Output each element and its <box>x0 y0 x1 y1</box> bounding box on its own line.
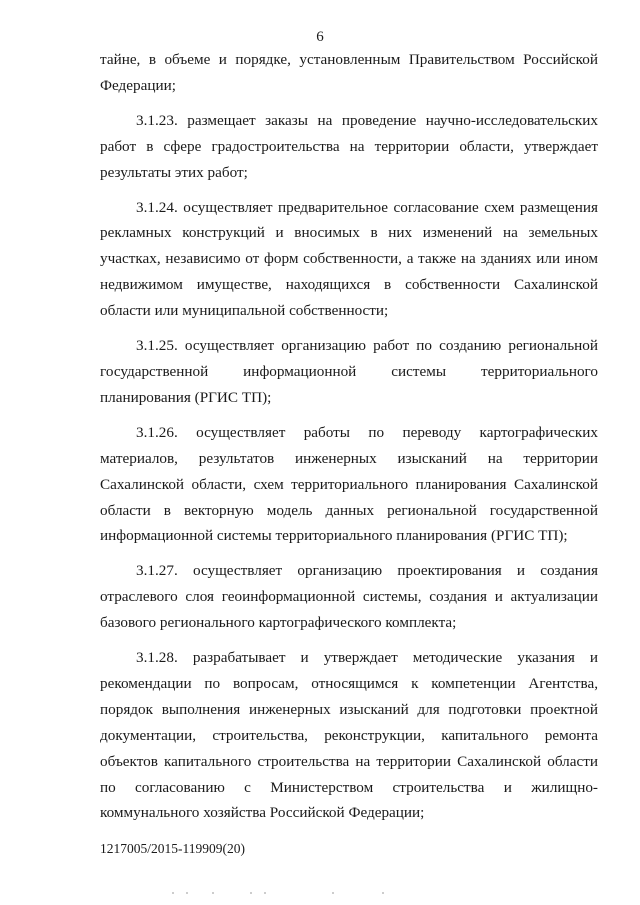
document-code: 1217005/2015-119909(20) <box>100 841 245 856</box>
page-number: 6 <box>316 29 324 45</box>
paragraph-3-1-27: 3.1.27. осуществляет организацию проектирования и создания отраслевого слоя геоинформационной системы, создания и актуализации базового регионального картографического комплекта; <box>100 562 598 632</box>
paragraph-3-1-26: 3.1.26. осуществляет работы по переводу картографических материалов, результатов инженерных изысканий на территории Сахалинской области, схем территориального планирования Сахалинской области в векторную модель данных региональной государственной информационной системы территориального планирования (РГИС ТП); <box>100 423 598 545</box>
document-body <box>100 47 598 835</box>
paragraph-continuation: тайне, в объеме и порядке, установленным Правительством Российской Федерации; <box>100 51 598 94</box>
paragraph-3-1-25: 3.1.25. осуществляет организацию работ по созданию региональной государственной информационной системы территориального планирования (РГИС ТП); <box>100 337 598 406</box>
paragraph-3-1-23: 3.1.23. размещает заказы на проведение научно-исследовательских работ в сфере градостроительства на территории области, утверждает результаты этих работ; <box>100 111 598 181</box>
paragraph-3-1-28: 3.1.28. разрабатывает и утверждает методические указания и рекомендации по вопросам, относящимся к компетенции Агентства, порядок выполнения инженерных изысканий для подготовки проектной документации, строительства, реконструкции, капитального ремонта объектов капитального строительства на территории Сахалинской области по согласованию с Министерством строительства и жилищно-коммунального хозяйства Российской Федерации; <box>100 649 598 822</box>
paragraph-3-1-24: 3.1.24. осуществляет предварительное согласование схем размещения рекламных конструкций и вносимых в них изменений на земельных участках, независимо от форм собственности, а также на зданиях или ином недвижимом имуществе, находящихся в собственности Сахалинской области или муниципальной собственности; <box>100 198 598 320</box>
scan-artifacts <box>172 892 412 895</box>
